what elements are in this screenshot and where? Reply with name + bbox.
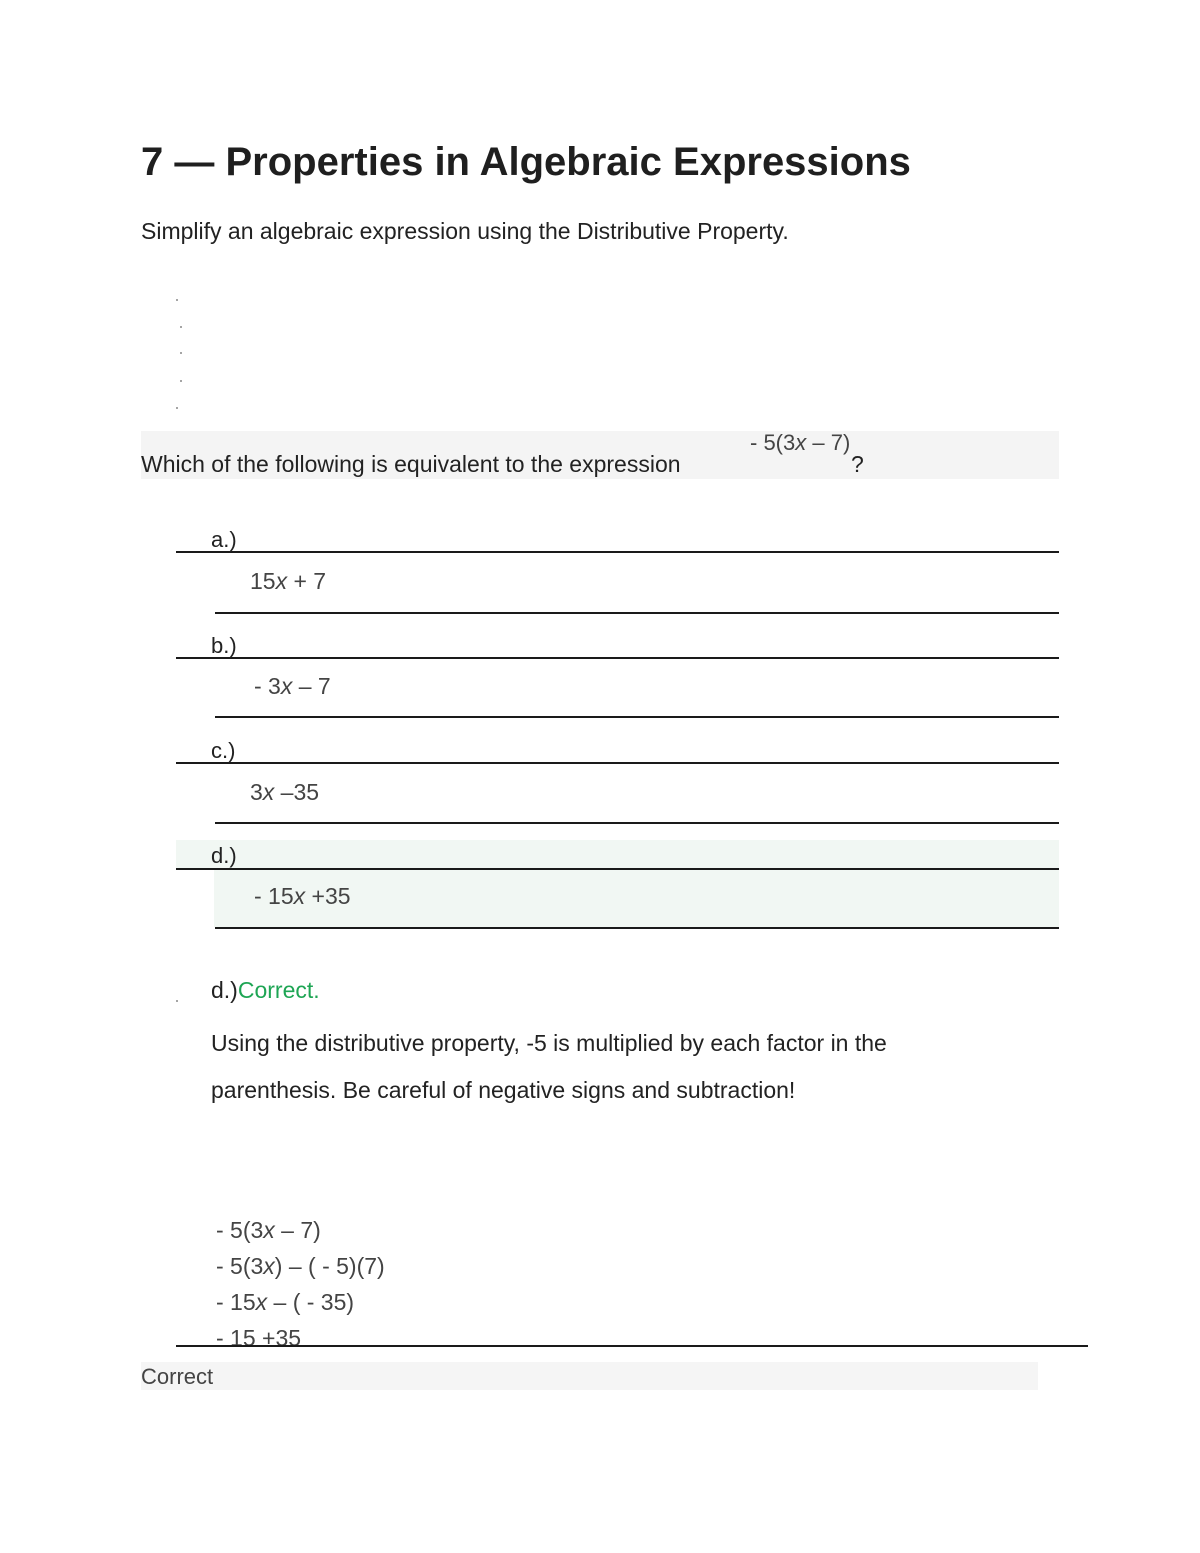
option-a-answer[interactable]: 15x + 7 (250, 568, 327, 594)
option-c-label[interactable]: c.) (211, 738, 236, 763)
work-bottom-rule (176, 1345, 1088, 1347)
question-text: Which of the following is equivalent to the expression (141, 451, 681, 477)
work-step-1: - 5(3x – 7) (216, 1217, 321, 1243)
option-d-highlight-top (176, 840, 1059, 868)
feedback-option-label: d.) (211, 977, 238, 1003)
work-step-2: - 5(3x) – ( - 5)(7) (216, 1253, 385, 1279)
option-b-label[interactable]: b.) (211, 633, 237, 658)
feedback-dot (176, 1000, 178, 1002)
option-d-answer[interactable]: - 15x +35 (254, 883, 351, 909)
option-c-bottom-rule (215, 822, 1059, 824)
work-step-4-clip (210, 1325, 410, 1345)
bullet-dot (180, 380, 182, 382)
feedback-status: Correct. (237, 977, 320, 1003)
option-c-answer[interactable]: 3x –35 (250, 779, 320, 805)
option-a-top-rule (176, 551, 1059, 553)
bullet-dot (180, 326, 182, 328)
option-d-label[interactable]: d.) (211, 843, 237, 868)
feedback-heading (211, 977, 320, 1004)
page-title: 7 — Properties in Algebraic Expressions (141, 140, 911, 184)
option-a-label[interactable]: a.) (211, 527, 237, 552)
work-step-3: - 15x – ( - 35) (216, 1289, 355, 1315)
bullet-dot (180, 352, 182, 354)
option-a-bottom-rule (215, 612, 1059, 614)
question-mark: ? (851, 451, 864, 477)
footer-band (141, 1362, 1038, 1390)
work-step-4: - 15 +35 (216, 1325, 302, 1345)
option-d-bottom-rule (215, 927, 1059, 929)
option-c-top-rule (176, 762, 1059, 764)
option-b-bottom-rule (215, 716, 1059, 718)
question-expression: - 5(3x – 7) (750, 430, 851, 455)
feedback-explanation: Using the distributive property, -5 is multiplied by each factor in the parenthesis. Be careful of negative signs and subtraction! (211, 1030, 887, 1103)
footer-status: Correct (141, 1364, 214, 1389)
option-b-answer[interactable]: - 3x – 7 (254, 673, 331, 699)
page-subtitle: Simplify an algebraic expression using the Distributive Property. (141, 218, 789, 244)
bullet-dot (176, 299, 178, 301)
bullet-dot (176, 407, 178, 409)
option-d-top-rule (176, 868, 1059, 870)
option-b-top-rule (176, 657, 1059, 659)
